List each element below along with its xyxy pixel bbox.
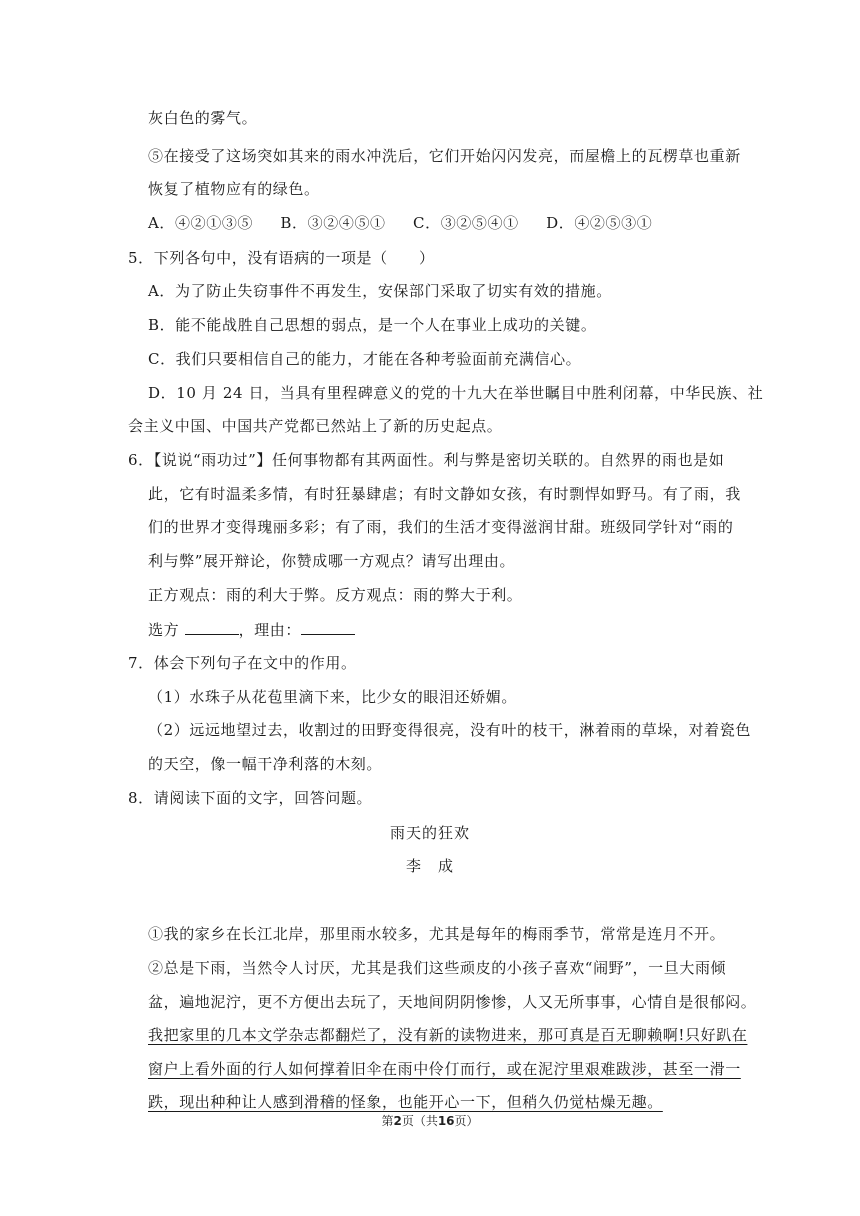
answer-label: 选方 [148, 621, 180, 639]
text-line: 此，它有时温柔多情，有时狂暴肆虐；有时文静如女孩，有时剽悍如野马。有了雨，我 [148, 485, 741, 503]
question-8: 8．请阅读下面的文字，回答问题。 [128, 789, 373, 807]
text-line: （1）水珠子从花苞里滴下来，比少女的眼泪还娇媚。 [148, 688, 517, 706]
option-d: D．10 月 24 日，当具有里程碑意义的党的十九大在举世瞩目中胜利闭幕，中华民族、社 [148, 384, 764, 402]
text-line: ⑤在接受了这场突如其来的雨水冲洗后，它们开始闪闪发亮，而屋檐上的瓦楞草也重新 [148, 147, 741, 165]
text-line: 正方观点：雨的利大于弊。反方观点：雨的弊大于利。 [148, 586, 523, 604]
paragraph-2: ②总是下雨，当然令人讨厌，尤其是我们这些顽皮的小孩子喜欢“闹野”，一旦大雨倾 [148, 959, 727, 977]
text-line: 会主义中国、中国共产党都已然站上了新的历史起点。 [128, 417, 503, 435]
reason-blank[interactable] [301, 620, 355, 635]
option-a: A．④②①③⑤ [148, 214, 254, 232]
answer-options [148, 213, 674, 233]
question-6: 6．【说说“雨功过”】任何事物都有其两面性。利与弊是密切关联的。自然界的雨也是如 [128, 451, 725, 469]
footer-mid: 页（共 [401, 1114, 438, 1128]
question-5: 5．下列各句中，没有语病的一项是（ ） [128, 249, 435, 267]
paragraph-1: ①我的家乡在长江北岸，那里雨水较多，尤其是每年的梅雨季节，常常是连月不开。 [148, 925, 726, 943]
text-line: 灰白色的雾气。 [148, 109, 258, 127]
page-footer [0, 1112, 860, 1129]
page-number: 2 [393, 1114, 402, 1128]
text-line: 利与弊”展开辩论，你赞成哪一方观点？请写出理由。 [148, 552, 516, 570]
article-author: 李 成 [405, 857, 454, 875]
option-a: A．为了防止失窃事件不再发生，安保部门采取了切实有效的措施。 [148, 282, 612, 300]
option-d: D．④②⑤③① [546, 214, 653, 232]
article-title: 雨天的狂欢 [389, 824, 470, 842]
option-b: B．能不能战胜自己思想的弱点，是一个人在事业上成功的关键。 [148, 316, 597, 334]
underlined-line: 窗户上看外面的行人如何撑着旧伞在雨中伶仃而行，或在泥泞里艰难跋涉，甚至一滑一 [148, 1060, 741, 1078]
side-blank[interactable] [185, 620, 239, 635]
option-c: C．我们只要相信自己的能力，才能在各种考验面前充满信心。 [148, 350, 582, 368]
option-c: C．③②⑤④① [413, 214, 519, 232]
text-line: 盆，遍地泥泞，更不方便出去玩了，天地间阴阴惨惨，人又无所事事，心情自是很郁闷。 [148, 993, 757, 1011]
footer-prefix: 第 [381, 1114, 394, 1128]
text-line: 恢复了植物应有的绿色。 [148, 180, 320, 198]
reason-label: ，理由： [238, 621, 301, 639]
text-line: （2）远远地望过去，收割过的田野变得很亮，没有叶的枝干，淋着雨的草垛，对着瓷色 [148, 721, 751, 739]
footer-suffix: 页） [454, 1114, 479, 1128]
underlined-line: 我把家里的几本文学杂志都翻烂了，没有新的读物进来，那可真是百无聊赖啊!只好趴在 [148, 1026, 748, 1044]
answer-line [148, 620, 355, 640]
page-total: 16 [437, 1114, 455, 1128]
text-line: 们的世界才变得瑰丽多彩；有了雨，我们的生活才变得滋润甘甜。班级同学针对“雨的 [148, 518, 734, 536]
question-7: 7．体会下列句子在文中的作用。 [128, 654, 357, 672]
underlined-line: 跌，现出种种让人感到滑稽的怪象，也能开心一下，但稍久仍觉枯燥无趣。 [148, 1093, 663, 1111]
text-line: 的天空，像一幅干净利落的木刻。 [148, 755, 383, 773]
option-b: B．③②④⑤① [280, 214, 386, 232]
